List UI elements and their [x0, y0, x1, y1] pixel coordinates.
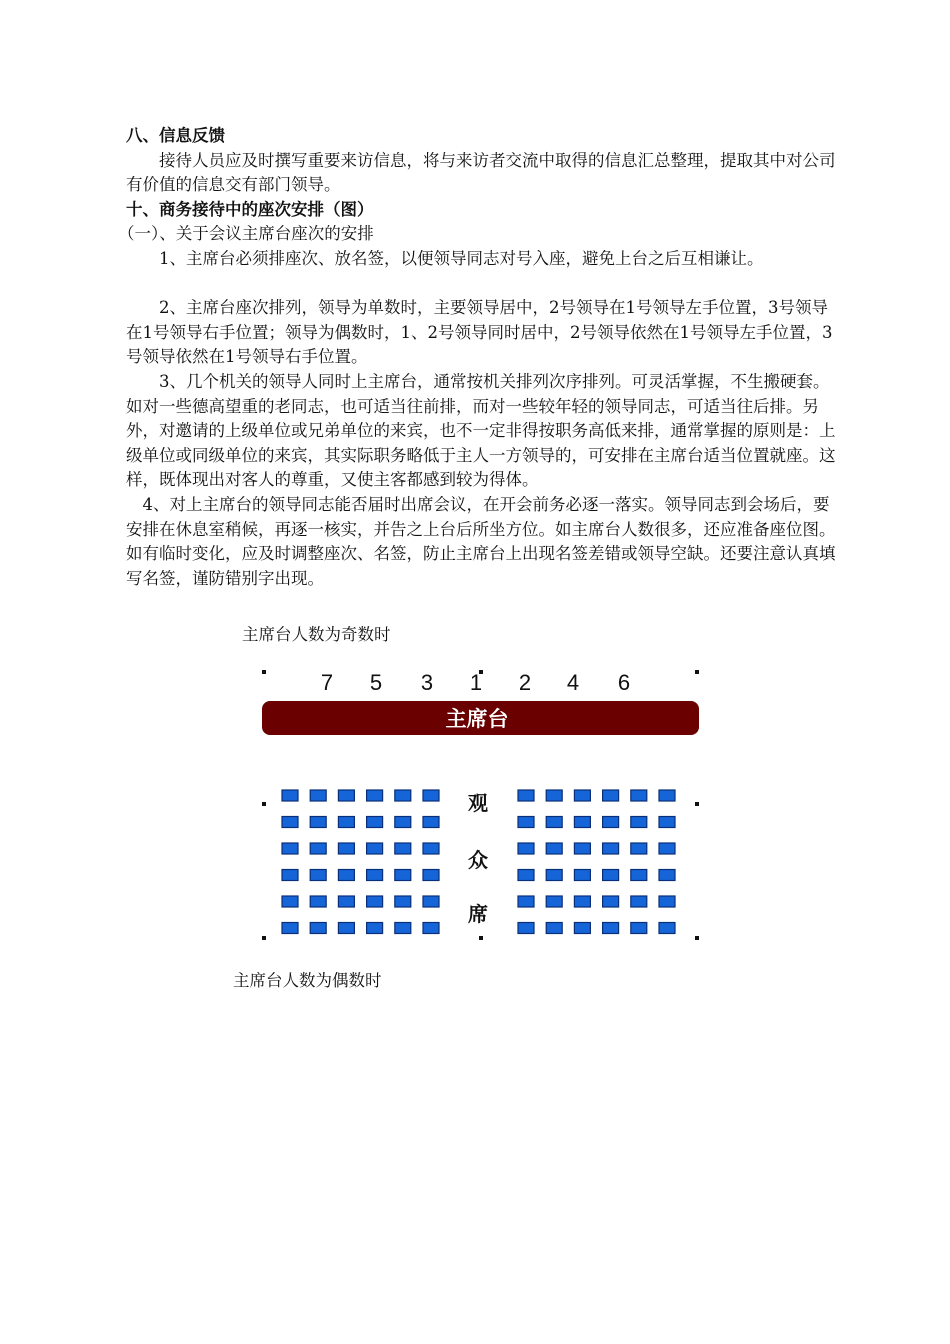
audience-seat [423, 923, 439, 934]
audience-seat [367, 817, 383, 828]
audience-label-char: 众 [468, 848, 488, 872]
audience-seat [338, 923, 354, 934]
audience-seat [603, 870, 619, 881]
audience-seat [395, 870, 411, 881]
audience-seat [395, 790, 411, 801]
audience-seat [518, 843, 534, 854]
seat-number: 2 [518, 670, 532, 695]
audience-seat [603, 790, 619, 801]
audience-seat [631, 817, 647, 828]
audience-seat [367, 843, 383, 854]
audience-label-char: 观 [468, 791, 488, 815]
audience-seat [310, 923, 326, 934]
audience-seat [282, 896, 298, 907]
paragraph-3: 3、几个机关的领导人同时上主席台，通常按机关排列次序排列。可灵活掌握，不生搬硬套。如对一些德高望重的老同志，也可适当往前排，而对一些较年轻的领导同志，可适当往后排。另外，对邀请的上级单位或兄弟单位的来宾，也不一定非得按职务高低来排，通常掌握的原则是：上级单位或同级单位的来宾，其实际职务略低于主人一方领导的，可安排在主席台适当位置就座。这样，既体现出对客人的尊重，又使主客都感到较为得体。 [126, 371, 836, 490]
audience-seat [603, 923, 619, 934]
audience-seat [367, 923, 383, 934]
audience-seat [631, 896, 647, 907]
audience-seat [310, 896, 326, 907]
audience-seat [423, 817, 439, 828]
audience-seat [367, 896, 383, 907]
audience-seat [338, 790, 354, 801]
section-8-title: 八、信息反馈 [126, 126, 225, 145]
document-body [118, 124, 840, 591]
audience-label-char: 席 [468, 902, 488, 926]
seat-number: 4 [566, 670, 580, 695]
audience-seat [423, 790, 439, 801]
audience-seat [546, 817, 562, 828]
audience-seat [395, 817, 411, 828]
audience-seat [423, 843, 439, 854]
audience-seat [574, 843, 590, 854]
audience-seat [395, 843, 411, 854]
audience-seat [423, 896, 439, 907]
audience-seat [546, 790, 562, 801]
audience-seat [546, 923, 562, 934]
audience-seat [367, 790, 383, 801]
audience-seat [659, 817, 675, 828]
audience-seat [574, 817, 590, 828]
audience-seat [631, 870, 647, 881]
corner-marker [262, 936, 266, 940]
audience-seat [659, 923, 675, 934]
paragraph-1: 1、主席台必须排座次、放名签，以便领导同志对号入座，避免上台之后互相谦让。 [159, 248, 764, 268]
section-10-subtitle: （一）、关于会议主席台座次的安排 [118, 224, 374, 244]
audience-seat [518, 790, 534, 801]
audience-seat [338, 843, 354, 854]
audience-seat [631, 843, 647, 854]
corner-marker [695, 802, 699, 806]
corner-marker [262, 802, 266, 806]
audience-seat [338, 817, 354, 828]
paragraph-4: 4、对上主席台的领导同志能否届时出席会议，在开会前务必逐一落实。领导同志到会场后，要安排在休息室稍候，再逐一核实，并告之上台后所坐方位。如主席台人数很多，还应准备座位图。如有临时变化，应及时调整座次、名签，防止主席台上出现名签差错或领导空缺。还要注意认真填写名签，谨防错别字出现。 [126, 494, 836, 588]
audience-seat [574, 870, 590, 881]
seat-number: 1 [469, 670, 483, 695]
audience-seat [518, 896, 534, 907]
audience-seat [282, 870, 298, 881]
corner-marker [695, 936, 699, 940]
audience-seat [310, 790, 326, 801]
paragraph-2: 2、主席台座次排列，领导为单数时，主要领导居中，2号领导在1号领导左手位置，3号领导在1号领导右手位置；领导为偶数时，1、2号领导同时居中，2号领导依然在1号领导左手位置，3号领导依然在1号领导右手位置。 [126, 298, 833, 367]
audience-seat [310, 870, 326, 881]
audience-seat [603, 843, 619, 854]
audience-seat [574, 896, 590, 907]
audience-seat [659, 896, 675, 907]
audience-seat [518, 870, 534, 881]
seat-number: 7 [320, 670, 334, 695]
section-8-paragraph: 接待人员应及时撰写重要来访信息，将与来访者交流中取得的信息汇总整理，提取其中对公司有价值的信息交有部门领导。 [126, 150, 836, 195]
audience-seat [395, 923, 411, 934]
audience-seat [574, 923, 590, 934]
audience-seat [603, 817, 619, 828]
seat-number: 3 [420, 670, 434, 695]
audience-seat [282, 923, 298, 934]
audience-seat [282, 790, 298, 801]
audience-seat [659, 870, 675, 881]
audience-seat [546, 843, 562, 854]
seat-number: 6 [617, 670, 631, 695]
audience-seat [423, 870, 439, 881]
stage-label: 主席台 [445, 707, 509, 731]
audience-seat [310, 817, 326, 828]
audience-seat [282, 843, 298, 854]
audience-seat [546, 896, 562, 907]
audience-seat [367, 870, 383, 881]
caption-odd: 主席台人数为奇数时 [242, 625, 391, 644]
seat-number-row [321, 670, 630, 695]
audience-seat [574, 790, 590, 801]
audience-seat [631, 790, 647, 801]
audience-seat [546, 870, 562, 881]
audience-seat [395, 896, 411, 907]
section-10-title: 十、商务接待中的座次安排（图） [126, 199, 374, 219]
audience-seat [518, 817, 534, 828]
audience-seat [659, 843, 675, 854]
caption-even: 主席台人数为偶数时 [233, 971, 382, 990]
audience-seat [603, 896, 619, 907]
audience-seat [631, 923, 647, 934]
audience-seat [518, 923, 534, 934]
corner-marker [479, 936, 483, 940]
corner-marker [262, 670, 266, 674]
corner-marker [695, 670, 699, 674]
audience-seat [659, 790, 675, 801]
audience-seat [338, 896, 354, 907]
audience-seat [282, 817, 298, 828]
audience-seat [338, 870, 354, 881]
seating-diagram [255, 662, 707, 944]
seating-diagram-svg [255, 662, 707, 944]
audience-label [468, 791, 488, 926]
audience-seat [310, 843, 326, 854]
seat-number: 5 [369, 670, 383, 695]
